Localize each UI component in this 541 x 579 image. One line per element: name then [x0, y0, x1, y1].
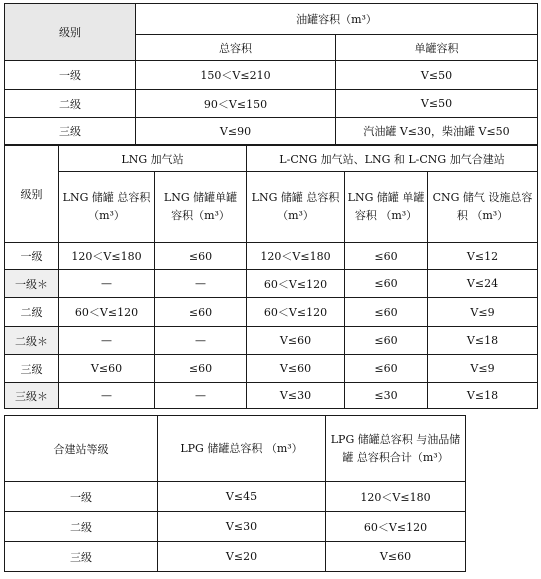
row-lpg: V≤30 — [158, 512, 326, 542]
row-single: 汽油罐 V≤30，柴油罐 V≤50 — [336, 118, 538, 145]
row-total: 150＜V≤210 — [136, 61, 336, 90]
header-lng-single-volume: LNG 储罐单罐 容积（m³） — [155, 172, 247, 243]
row-c2: ≤60 — [155, 298, 247, 327]
row-c3: 120＜V≤180 — [247, 243, 345, 270]
row-c3: 60＜V≤120 — [247, 270, 345, 298]
row-c2: — — [155, 383, 247, 409]
row-total: 90＜V≤150 — [136, 90, 336, 118]
row-level: 三级 — [5, 355, 59, 383]
header-level: 级别 — [5, 4, 136, 61]
table-row — [5, 61, 538, 90]
row-c3: V≤60 — [247, 327, 345, 355]
row-level: 三级＊ — [5, 383, 59, 409]
row-c2: ≤60 — [155, 243, 247, 270]
row-level: 二级 — [5, 512, 158, 542]
header-lcng-lng-total-volume: LNG 储罐 总容积（m³） — [247, 172, 345, 243]
row-c3: 60＜V≤120 — [247, 298, 345, 327]
row-single: V≤50 — [336, 61, 538, 90]
row-level: 一级 — [5, 243, 59, 270]
header-group-lcng: L-CNG 加气站、LNG 和 L-CNG 加气合建站 — [247, 146, 538, 172]
row-c4: ≤60 — [345, 355, 428, 383]
table-row — [5, 298, 538, 327]
table-row — [5, 270, 538, 298]
table-row — [5, 90, 538, 118]
table-row — [5, 482, 466, 512]
header-oil-tank-volume: 油罐容积（m³） — [136, 4, 538, 35]
row-combined: 60＜V≤120 — [326, 512, 466, 542]
row-c1: V≤60 — [59, 355, 155, 383]
row-level: 三级 — [5, 542, 158, 572]
row-c1: — — [59, 327, 155, 355]
table-row — [5, 243, 538, 270]
row-c2: — — [155, 270, 247, 298]
row-c5: V≤18 — [428, 327, 538, 355]
table-row — [5, 542, 466, 572]
row-c4: ≤60 — [345, 270, 428, 298]
header-lpg-oil-combined-volume: LPG 储罐总容积 与油品储罐 总容积合计（m³） — [326, 416, 466, 482]
row-c5: V≤18 — [428, 383, 538, 409]
header-group-lng: LNG 加气站 — [59, 146, 247, 172]
row-c1: — — [59, 383, 155, 409]
table-row — [5, 118, 538, 145]
row-c4: ≤30 — [345, 383, 428, 409]
header-total-volume: 总容积 — [136, 35, 336, 61]
header-cng-storage-volume: CNG 储气 设施总容积 （m³） — [428, 172, 538, 243]
row-level: 二级＊ — [5, 327, 59, 355]
table-row — [5, 355, 538, 383]
table-row — [5, 512, 466, 542]
row-c5: V≤12 — [428, 243, 538, 270]
row-c3: V≤30 — [247, 383, 345, 409]
row-c1: 120＜V≤180 — [59, 243, 155, 270]
row-c2: ≤60 — [155, 355, 247, 383]
row-c2: — — [155, 327, 247, 355]
table-row — [5, 327, 538, 355]
row-combined: 120＜V≤180 — [326, 482, 466, 512]
row-total: V≤90 — [136, 118, 336, 145]
row-lpg: V≤45 — [158, 482, 326, 512]
row-c4: ≤60 — [345, 298, 428, 327]
row-c3: V≤60 — [247, 355, 345, 383]
row-c1: — — [59, 270, 155, 298]
header-station-level: 合建站等级 — [5, 416, 158, 482]
row-c4: ≤60 — [345, 243, 428, 270]
row-single: V≤50 — [336, 90, 538, 118]
lng-station-volume-table — [4, 145, 538, 409]
row-level: 二级 — [5, 90, 136, 118]
row-c5: V≤9 — [428, 298, 538, 327]
row-level: 一级 — [5, 482, 158, 512]
table-row — [5, 383, 538, 409]
row-lpg: V≤20 — [158, 542, 326, 572]
row-c5: V≤9 — [428, 355, 538, 383]
row-level: 二级 — [5, 298, 59, 327]
header-lng-total-volume: LNG 储罐 总容积（m³） — [59, 172, 155, 243]
row-level: 一级 — [5, 61, 136, 90]
header-level: 级别 — [5, 146, 59, 243]
row-c5: V≤24 — [428, 270, 538, 298]
oil-tank-volume-table — [4, 3, 538, 145]
row-level: 一级＊ — [5, 270, 59, 298]
row-combined: V≤60 — [326, 542, 466, 572]
row-level: 三级 — [5, 118, 136, 145]
header-single-tank-volume: 单罐容积 — [336, 35, 538, 61]
header-lcng-lng-single-volume: LNG 储罐 单罐容积 （m³） — [345, 172, 428, 243]
row-c4: ≤60 — [345, 327, 428, 355]
row-c1: 60＜V≤120 — [59, 298, 155, 327]
header-lpg-total-volume: LPG 储罐总容积 （m³） — [158, 416, 326, 482]
lpg-combined-station-table — [4, 415, 466, 572]
